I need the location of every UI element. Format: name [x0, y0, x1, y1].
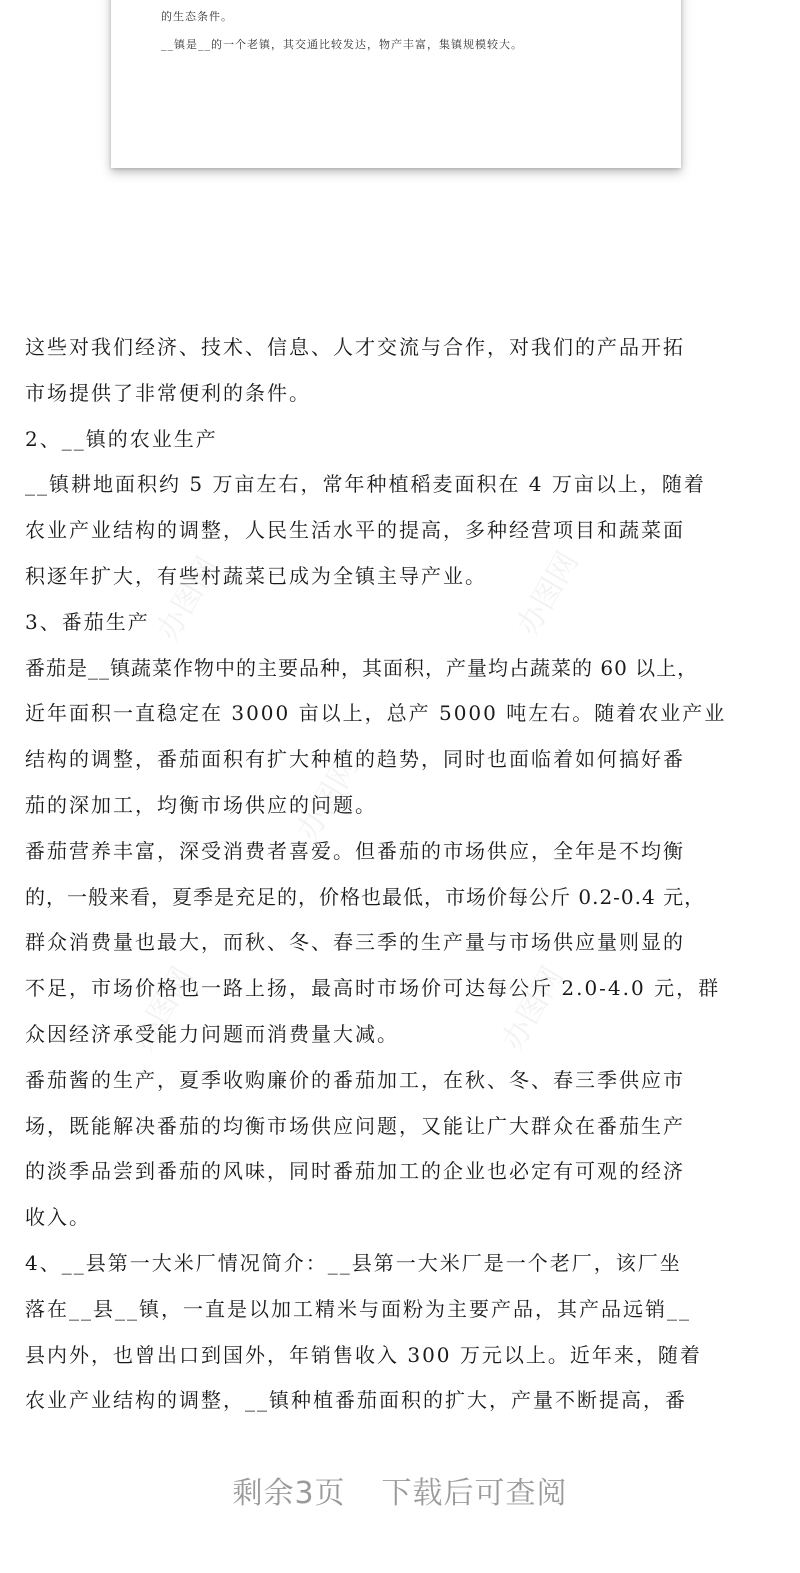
watermark: 办图网: [510, 546, 586, 642]
watermark: 办图网: [125, 961, 201, 1057]
text-line: 农业产业结构的调整，人民生活水平的提高，多种经营项目和蔬菜面: [25, 518, 685, 543]
text-line: 众因经济承受能力问题而消费量大减。: [25, 1021, 399, 1046]
text-line: 的，一般来看，夏季是充足的，价格也最低，市场价每公斤 0.2-0.4 元，: [25, 884, 706, 909]
text-line: 的淡季品尝到番茄的风味，同时番茄加工的企业也必定有可观的经济: [25, 1159, 685, 1184]
text-line: 场，既能解决番茄的均衡市场供应问题，又能让广大群众在番茄生产: [25, 1113, 685, 1138]
section-heading: 3、番茄生产: [25, 609, 150, 634]
text-line: 茄的深加工，均衡市场供应的问题。: [25, 792, 377, 817]
remaining-pages-label: 剩余3页: [232, 1476, 346, 1511]
document-body: [25, 325, 785, 1424]
text-line: 近年面积一直稳定在 3000 亩以上，总产 5000 吨左右。随着农业产业: [25, 701, 727, 726]
watermark: 办图网: [290, 751, 366, 847]
text-line: 积逐年扩大，有些村蔬菜已成为全镇主导产业。: [25, 563, 487, 588]
download-prompt[interactable]: [0, 1468, 800, 1512]
text-line: 结构的调整，番茄面积有扩大种植的趋势，同时也面临着如何搞好番: [25, 747, 685, 772]
watermark: 办图网: [495, 961, 571, 1057]
text-line: 县内外，也曾出口到国外，年销售收入 300 万元以上。近年来，随着: [25, 1342, 702, 1367]
download-to-view-label: 下载后可查阅: [381, 1476, 568, 1511]
text-line: 番茄是__镇蔬菜作物中的主要品种，其面积，产量均占蔬菜的 60 以上，: [25, 655, 699, 680]
text-line: 不足，市场价格也一路上扬，最高时市场价可达每公斤 2.0-4.0 元，群: [25, 976, 721, 1001]
text-line: 群众消费量也最大，而秋、冬、春三季的生产量与市场供应量则显的: [25, 930, 685, 955]
text-line: 这些对我们经济、技术、信息、人才交流与合作，对我们的产品开拓: [25, 335, 685, 359]
text-line: __镇耕地面积约 5 万亩左右，常年种植稻麦面积在 4 万亩以上，随着: [25, 472, 706, 497]
text-line: 落在__县__镇，一直是以加工精米与面粉为主要产品，其产品远销__: [25, 1296, 691, 1321]
text-line: 市场提供了非常便利的条件。: [25, 380, 311, 405]
section-heading: 2、__镇的农业生产: [25, 426, 218, 451]
text-line: 番茄酱的生产，夏季收购廉价的番茄加工，在秋、冬、春三季供应市: [25, 1067, 685, 1092]
preview-line: __镇是__的一个老镇，其交通比较发达，物产丰富，集镇规模较大。: [161, 38, 523, 51]
text-line: 农业产业结构的调整，__镇种植番茄面积的扩大，产量不断提高，番: [25, 1388, 687, 1413]
preview-page-card: [111, 0, 681, 168]
section-heading: 4、__县第一大米厂情况简介：__县第一大米厂是一个老厂，该厂坐: [25, 1250, 682, 1275]
text-line: 收入。: [25, 1205, 91, 1230]
text-line: 番茄营养丰富，深受消费者喜爱。但番茄的市场供应，全年是不均衡: [25, 838, 685, 863]
preview-line: 的生态条件。: [161, 10, 233, 23]
watermark: 办图网: [150, 551, 226, 647]
